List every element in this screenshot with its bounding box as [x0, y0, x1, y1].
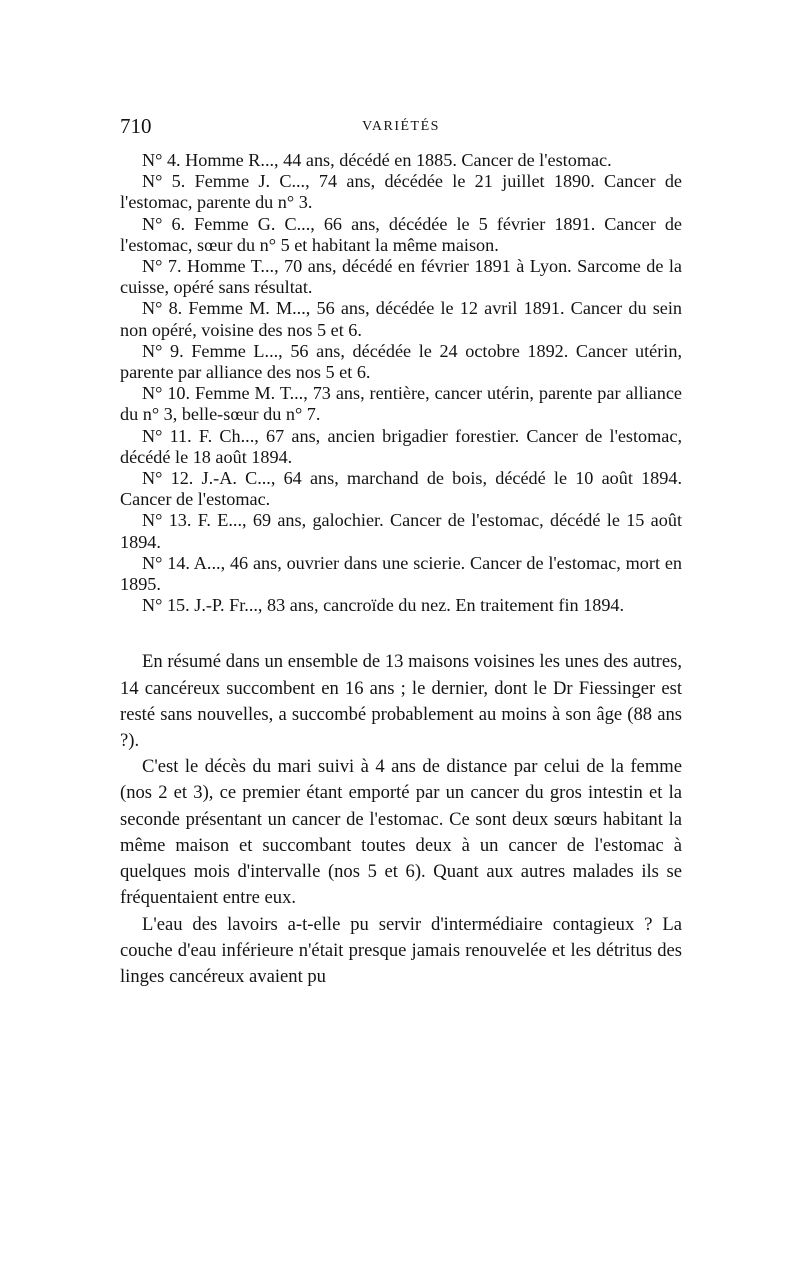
running-title: VARIÉTÉS [362, 119, 440, 134]
case-entry: N° 9. Femme L..., 56 ans, décédée le 24 octobre 1892. Cancer utérin, parente par alliance des nos 5 et 6. [120, 340, 682, 383]
book-page [120, 114, 682, 990]
summary-paragraph: En résumé dans un ensemble de 13 maisons voisines les unes des autres, 14 cancéreux succombent en 16 ans ; le dernier, dont le Dr Fiessinger est resté sans nouvelles, a succombé probablement au moins à son âge (88 ans ?). [120, 651, 682, 752]
body-paragraph: L'eau des lavoirs a-t-elle pu servir d'intermédiaire contagieux ? La couche d'eau inférieure n'était presque jamais renouvelée et les détritus des linges cancéreux avaient pu [120, 913, 682, 987]
case-entry: N° 8. Femme M. M..., 56 ans, décédée le 12 avril 1891. Cancer du sein non opéré, voisine des nos 5 et 6. [120, 298, 682, 340]
body-text [120, 649, 682, 990]
case-entry: N° 11. F. Ch..., 67 ans, ancien brigadier forestier. Cancer de l'estomac, décédé le 18 août 1894. [120, 425, 682, 467]
case-entry: N° 5. Femme J. C..., 74 ans, décédée le 21 juillet 1890. Cancer de l'estomac, parente du n° 3. [120, 171, 682, 213]
case-entry: N° 15. J.-P. Fr..., 83 ans, cancroïde du nez. En traitement fin 1894. [142, 595, 625, 616]
case-entry: N° 13. F. E..., 69 ans, galochier. Cancer de l'estomac, décédé le 15 août 1894. [120, 510, 682, 552]
case-entry: N° 7. Homme T..., 70 ans, décédé en février 1891 à Lyon. Sarcome de la cuisse, opéré sans résultat. [120, 256, 682, 298]
page-number: 710 [120, 114, 152, 138]
case-entry: N° 12. J.-A. C..., 64 ans, marchand de bois, décédé le 10 août 1894. Cancer de l'estomac. [120, 468, 682, 510]
case-list [120, 150, 682, 616]
case-entry: N° 4. Homme R..., 44 ans, décédé en 1885. Cancer de l'estomac. [142, 150, 612, 170]
running-head [120, 114, 682, 144]
body-paragraph: C'est le décès du mari suivi à 4 ans de distance par celui de la femme (nos 2 et 3), ce premier étant emporté par un cancer du gros intestin et la seconde présentant un cancer de l'estomac. Ce sont deux sœurs habitant la même maison et succombant toutes deux à un cancer de l'estomac à quelques mois d'intervalle (nos 5 et 6). Quant aux autres malades ils se fréquentaient entre eux. [120, 756, 682, 909]
case-entry: N° 10. Femme M. T..., 73 ans, rentière, cancer utérin, parente par alliance du n° 3, belle-sœur du n° 7. [120, 383, 682, 425]
case-entry: N° 6. Femme G. C..., 66 ans, décédée le 5 février 1891. Cancer de l'estomac, sœur du n° 5 et habitant la même maison. [120, 213, 682, 255]
case-entry: N° 14. A..., 46 ans, ouvrier dans une scierie. Cancer de l'estomac, mort en 1895. [120, 552, 682, 595]
